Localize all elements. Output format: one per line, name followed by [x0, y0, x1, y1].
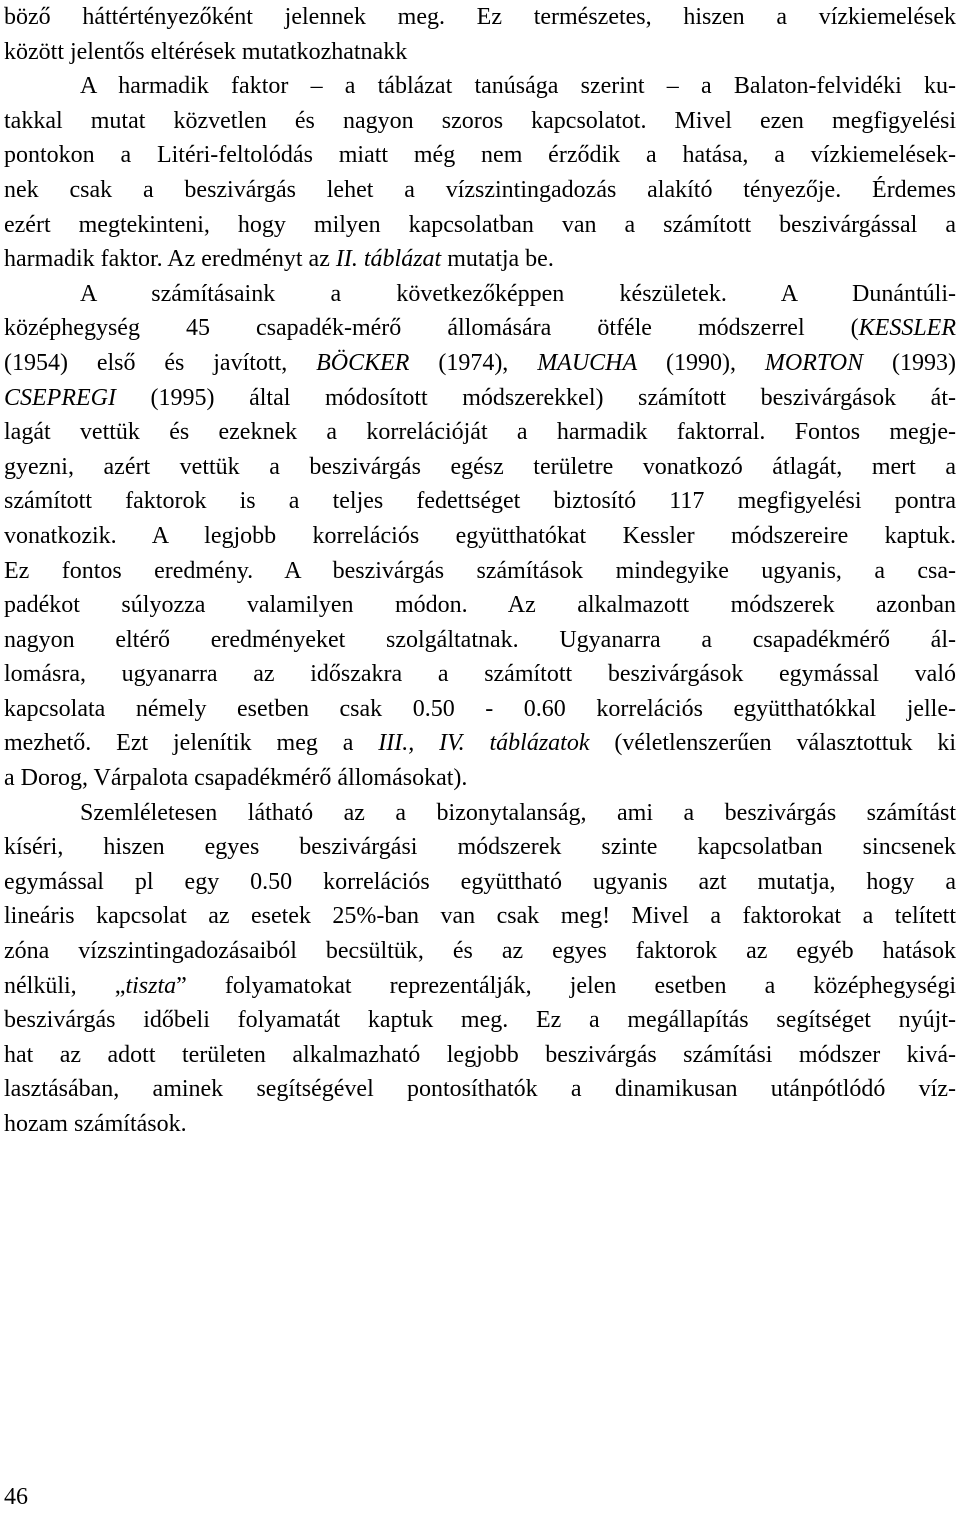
text-run: vonatkozik. A legjobb korrelációs együtthatókat Kessler módszereire kaptuk.	[4, 522, 956, 549]
text-run: hozam számítások.	[4, 1111, 187, 1137]
text-run: (véletlenszerűen választottuk ki	[589, 730, 957, 757]
text-line	[4, 242, 956, 277]
text-run: ” folyamatokat reprezentálják, jelen esetben a középhegységi	[176, 972, 956, 999]
text-line	[4, 173, 956, 208]
text-line	[4, 277, 956, 312]
text-run: lomásra, ugyanarra az időszakra a számított beszivárgások egymással való	[4, 661, 956, 688]
text-line	[4, 381, 956, 416]
text-run: nélküli, „	[4, 972, 126, 999]
text-run: beszivárgás időbeli folyamatát kaptuk meg. Ez a megállapítás segítséget nyújt-	[4, 1007, 956, 1034]
text-line	[4, 311, 956, 346]
text-run: takkal mutat közvetlen és nagyon szoros kapcsolatot. Mivel ezen megfigyelési	[4, 107, 956, 134]
text-line	[4, 623, 956, 658]
document-page	[4, 0, 956, 1142]
text-run: hat az adott területen alkalmazható legjobb beszivárgás számítási módszer kivá-	[4, 1041, 956, 1068]
text-run: Ez fontos eredmény. A beszivárgás számítások mindegyike ugyanis, a csa-	[4, 557, 956, 584]
text-line	[4, 1038, 956, 1073]
text-run: a Dorog, Várpalota csapadékmérő állomásokat).	[4, 765, 468, 792]
italic-text: BÖCKER	[316, 349, 410, 376]
paragraph-2	[4, 69, 956, 277]
text-line	[4, 69, 956, 104]
text-line	[4, 35, 956, 70]
text-line	[4, 657, 956, 692]
text-run: A harmadik faktor – a táblázat tanúsága szerint – a Balaton-felvidéki ku-	[80, 73, 956, 100]
italic-text: KESSLER	[858, 315, 956, 342]
italic-text: tiszta	[125, 972, 177, 999]
text-line	[4, 1003, 956, 1038]
text-line	[4, 1107, 956, 1142]
italic-text: II. táblázat	[335, 246, 442, 273]
text-line	[4, 346, 956, 381]
page-number: 46	[4, 1484, 28, 1510]
text-line	[4, 554, 956, 589]
text-run: gyezni, azért vettük a beszivárgás egész területre vonatkozó átlagát, mert a	[4, 453, 956, 480]
italic-text: MORTON	[764, 349, 864, 376]
text-line	[4, 588, 956, 623]
text-run: lineáris kapcsolat az esetek 25%-ban van csak meg! Mivel a faktorokat a telített	[4, 903, 956, 930]
text-run: nagyon eltérő eredményeket szolgáltatnak. Ugyanarra a csapadékmérő ál-	[4, 626, 956, 653]
text-line	[4, 692, 956, 727]
text-run: zóna vízszintingadozásaiból becsültük, és az egyes faktorok az egyéb hatások	[4, 938, 956, 965]
text-line	[4, 0, 956, 35]
italic-text: III., IV. táblázatok	[378, 730, 590, 757]
text-run: lagát vettük és ezeknek a korrelációját a harmadik faktorral. Fontos megje-	[4, 419, 956, 446]
text-line	[4, 899, 956, 934]
text-run: középhegység 45 csapadék-mérő állomására ötféle módszerrel (	[4, 315, 859, 342]
text-run: A számításaink a következőképpen készületek. A Dunántúli-	[80, 280, 956, 307]
text-line	[4, 969, 956, 1004]
text-line	[4, 104, 956, 139]
paragraph-4	[4, 796, 956, 1142]
text-run: (1995) által módosított módszerekkel) számított beszivárgások át-	[115, 384, 956, 411]
text-run: Szemléletesen látható az a bizonytalanság, ami a beszivárgás számítást	[80, 799, 956, 826]
text-run: padékot súlyozza valamilyen módon. Az alkalmazott módszerek azonban	[4, 592, 956, 619]
paragraph-3	[4, 277, 956, 796]
text-line	[4, 796, 956, 831]
text-line	[4, 138, 956, 173]
text-run: (1990),	[637, 349, 765, 376]
text-run: (1993)	[863, 349, 957, 376]
text-run: nek csak a beszivárgás lehet a vízszintingadozás alakító tényezője. Érdemes	[4, 176, 956, 203]
text-line	[4, 208, 956, 243]
text-run: mezhető. Ezt jelenítik meg a	[4, 730, 379, 757]
text-run: kíséri, hiszen egyes beszivárgási módszerek szinte kapcsolatban sincsenek	[4, 834, 956, 861]
text-run: számított faktorok is a teljes fedettséget biztosító 117 megfigyelési pontra	[4, 488, 956, 515]
text-run: ezért megtekinteni, hogy milyen kapcsolatban van a számított beszivárgással a	[4, 211, 956, 238]
text-line	[4, 415, 956, 450]
text-run: böző háttértényezőként jelennek meg. Ez természetes, hiszen a vízkiemelések	[4, 4, 956, 30]
text-line	[4, 761, 956, 796]
text-line	[4, 1072, 956, 1107]
paragraph-1	[4, 0, 956, 69]
text-line	[4, 450, 956, 485]
text-run: (1954) első és javított,	[4, 349, 317, 376]
text-line	[4, 519, 956, 554]
text-run: harmadik faktor. Az eredményt az	[4, 246, 336, 273]
text-run: között jelentős eltérések mutatkozhatnakk	[4, 38, 408, 65]
text-run: egymással pl egy 0.50 korrelációs együttható ugyanis azt mutatja, hogy a	[4, 868, 956, 895]
text-line	[4, 726, 956, 761]
text-run: (1974),	[409, 349, 538, 376]
italic-text: CSEPREGI	[4, 384, 116, 411]
text-run: pontokon a Litéri-feltolódás miatt még nem érződik a hatása, a vízkiemelések-	[4, 142, 956, 169]
text-run: lasztásában, aminek segítségével pontosíthatók a dinamikusan utánpótlódó víz-	[4, 1076, 956, 1103]
italic-text: MAUCHA	[537, 349, 638, 376]
text-line	[4, 934, 956, 969]
text-run: mutatja be.	[441, 246, 554, 273]
text-line	[4, 830, 956, 865]
text-line	[4, 484, 956, 519]
text-run: kapcsolata némely esetben csak 0.50 - 0.60 korrelációs együtthatókkal jelle-	[4, 695, 956, 722]
text-line	[4, 865, 956, 900]
